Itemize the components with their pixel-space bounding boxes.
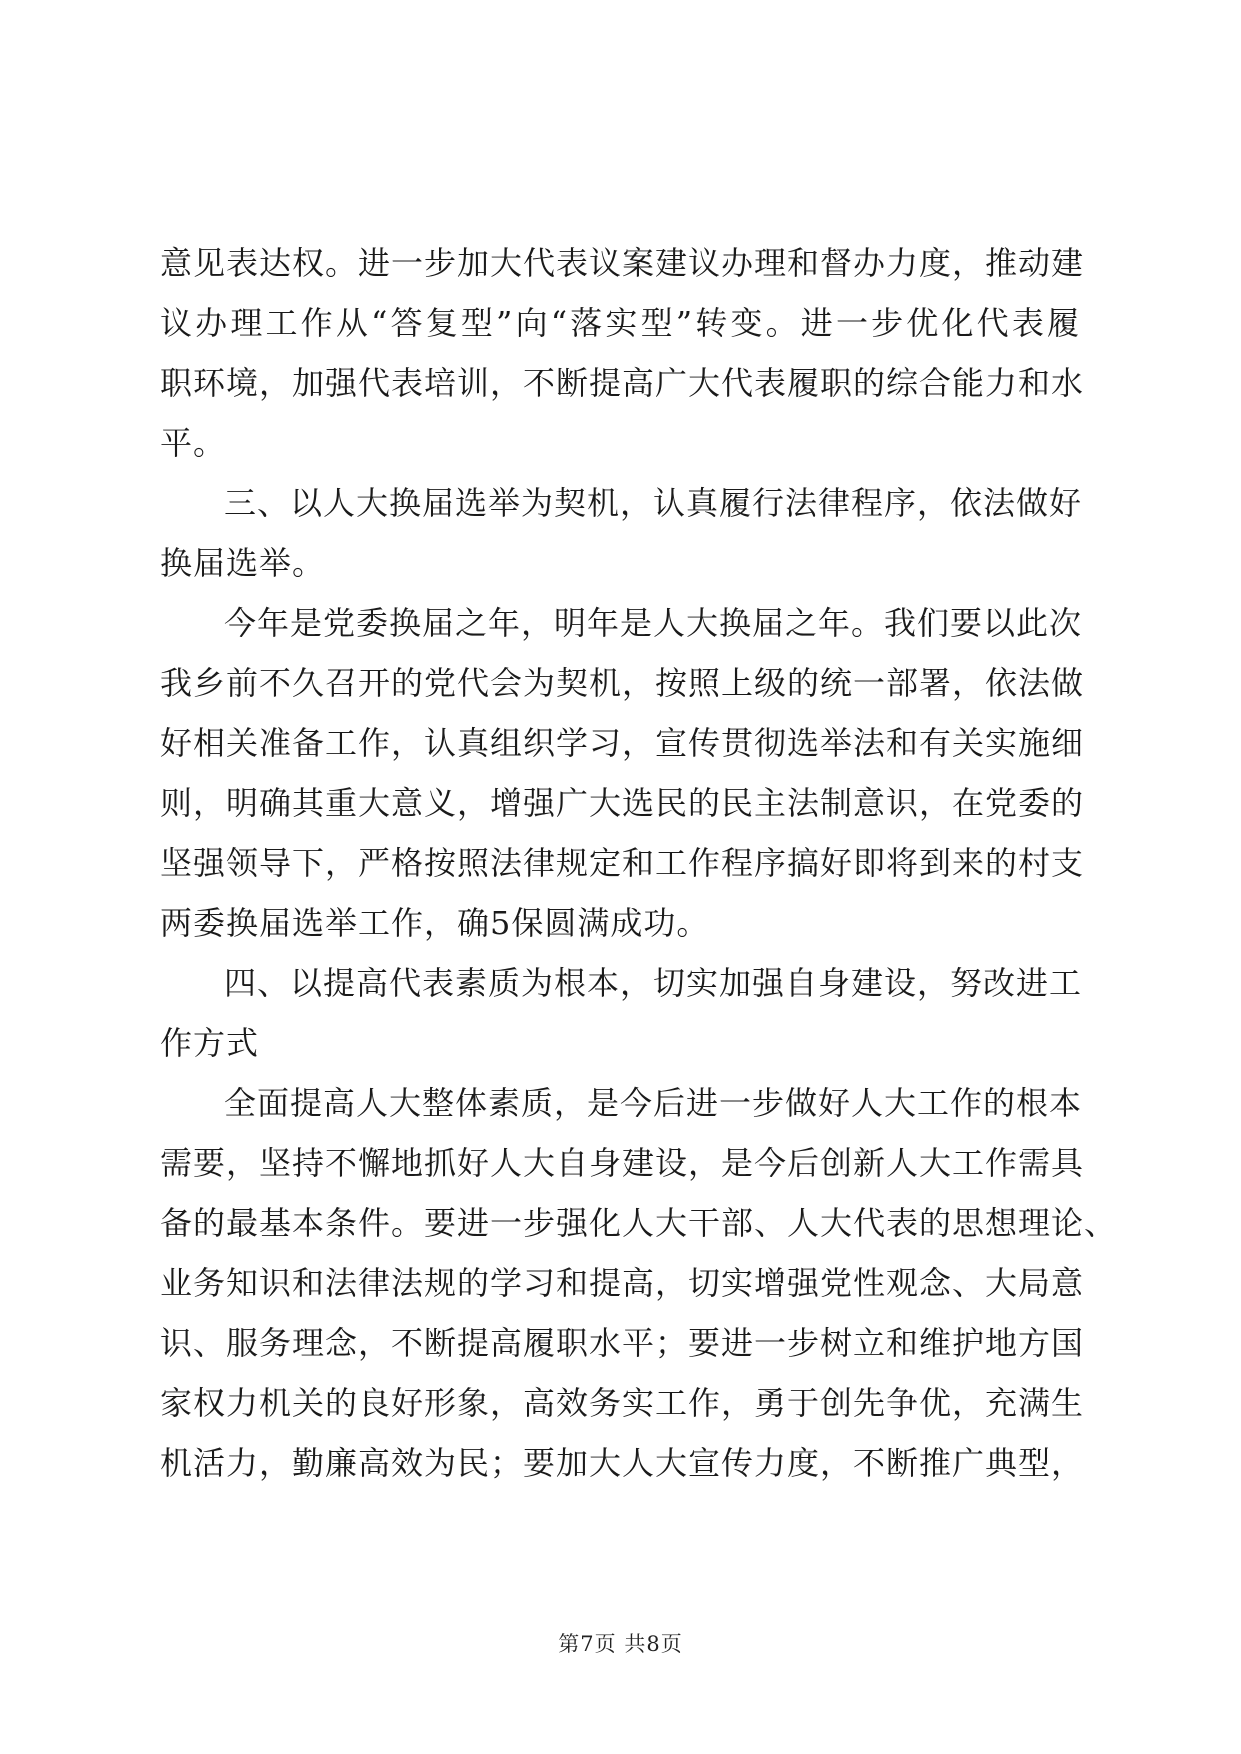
text-line: 议办理工作从“答复型”向“落实型”转变。进一步优化代表履 bbox=[160, 304, 1080, 342]
text-line: 则，明确其重大意义，增强广大选民的民主法制意识，在党委的 bbox=[160, 784, 1085, 822]
text-line: 业务知识和法律法规的学习和提高，切实增强党性观念、大局意 bbox=[160, 1264, 1085, 1302]
body-text bbox=[160, 233, 1118, 1493]
text-line: 机活力，勤廉高效为民；要加大人大宣传力度，不断推广典型， bbox=[160, 1444, 1085, 1482]
section-heading-4: 四、以提高代表素质为根本，切实加强自身建设，努改进工 bbox=[224, 964, 1083, 1002]
text-line: 全面提高人大整体素质，是今后进一步做好人大工作的根本 bbox=[224, 1084, 1083, 1122]
text-line: 需要，坚持不懈地抓好人大自身建设，是今后创新人大工作需具 bbox=[160, 1144, 1085, 1182]
section-heading-4-cont: 作方式 bbox=[160, 1024, 260, 1062]
text-line: 今年是党委换届之年，明年是人大换届之年。我们要以此次 bbox=[224, 604, 1083, 642]
text-line: 我乡前不久召开的党代会为契机，按照上级的统一部署，依法做 bbox=[160, 664, 1085, 702]
text-line: 平。 bbox=[160, 424, 227, 462]
text-line: 意见表达权。进一步加大代表议案建议办理和督办力度，推动建 bbox=[160, 244, 1085, 282]
page-footer: 第7页 共8页 bbox=[558, 1632, 683, 1656]
section-heading-3-cont: 换届选举。 bbox=[160, 544, 326, 582]
text-line: 家权力机关的良好形象，高效务实工作，勇于创先争优，充满生 bbox=[160, 1384, 1085, 1422]
text-line: 好相关准备工作，认真组织学习，宣传贯彻选举法和有关实施细 bbox=[160, 724, 1085, 762]
text-line: 职环境，加强代表培训，不断提高广大代表履职的综合能力和水 bbox=[160, 364, 1085, 402]
text-line: 备的最基本条件。要进一步强化人大干部、人大代表的思想理论、 bbox=[160, 1204, 1118, 1242]
text-line: 坚强领导下，严格按照法律规定和工作程序搞好即将到来的村支 bbox=[160, 844, 1085, 882]
section-heading-3: 三、以人大换届选举为契机，认真履行法律程序，依法做好 bbox=[224, 484, 1083, 522]
text-line: 识、服务理念，不断提高履职水平；要进一步树立和维护地方国 bbox=[160, 1324, 1085, 1362]
text-line: 两委换届选举工作，确5保圆满成功。 bbox=[160, 904, 710, 942]
